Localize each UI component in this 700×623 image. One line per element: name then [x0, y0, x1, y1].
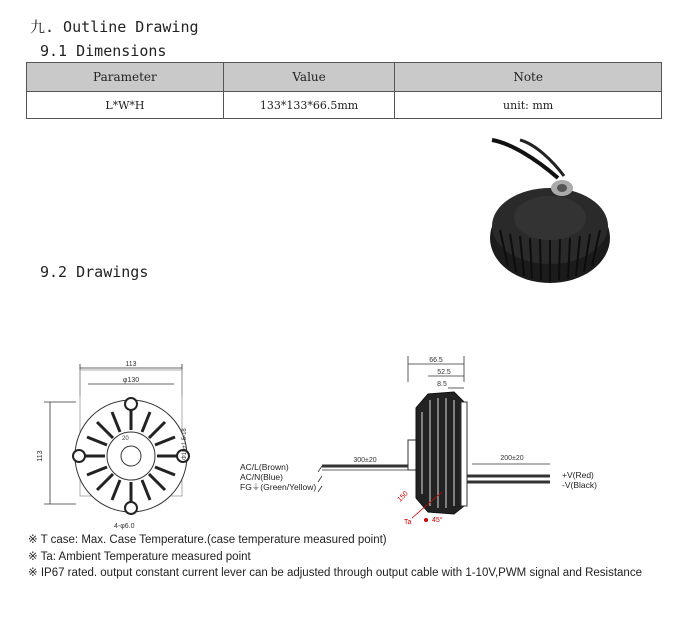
side-dim-total: 66.5: [429, 357, 443, 364]
header-note: Note: [395, 63, 662, 92]
product-photo: [480, 138, 620, 288]
side-angle: 45°: [432, 517, 443, 524]
dimensions-title: 9.1 Dimensions: [40, 42, 167, 60]
section-title: 九. Outline Drawing: [30, 18, 199, 36]
note-ta: ※ Ta: Ambient Temperature measured point: [28, 551, 251, 563]
side-ta-label: Ta: [404, 519, 412, 526]
front-dim-side: Φ10±1 5-18: [182, 428, 188, 460]
side-dim-cable-in: 300±20: [353, 457, 377, 464]
header-parameter: Parameter: [27, 63, 224, 92]
label-ac-l: AC/L(Brown): [240, 462, 289, 472]
note-tcase: ※ T case: Max. Case Temperature.(case temperature measured point): [28, 534, 387, 546]
side-view-drawing: [232, 352, 652, 532]
cell-note: unit: mm: [395, 92, 662, 119]
front-dim-hole: 4-φ6.0: [114, 523, 135, 530]
drawings-title: 9.2 Drawings: [40, 263, 149, 281]
side-dim-body: 52.5: [437, 369, 451, 376]
front-dim-height: 113: [37, 450, 44, 462]
label-v-pos: +V(Red): [562, 470, 594, 480]
front-dim-diameter: φ130: [122, 377, 140, 384]
table-row: [27, 92, 662, 119]
front-dim-width: 113: [125, 361, 137, 368]
label-ac-n: AC/N(Blue): [240, 472, 283, 482]
cell-parameter: L*W*H: [27, 92, 224, 119]
side-dim-flange: 8.5: [437, 381, 447, 388]
side-dim-cable-out: 200±20: [500, 455, 524, 462]
dimensions-table: [26, 62, 662, 119]
note-ip67: ※ IP67 rated. output constant current lever can be adjusted through output cable with 1-10V,PWM signal and Resistance: [28, 567, 642, 579]
cell-value: 133*133*66.5mm: [223, 92, 394, 119]
header-value: Value: [223, 63, 394, 92]
label-fg: FG⏚(Green/Yellow): [240, 482, 317, 492]
table-header-row: [27, 63, 662, 92]
label-v-neg: -V(Black): [562, 480, 597, 490]
side-dim-tc: 150: [396, 490, 410, 504]
front-dim-inner: 20: [122, 436, 129, 442]
front-view-drawing: [36, 356, 226, 534]
